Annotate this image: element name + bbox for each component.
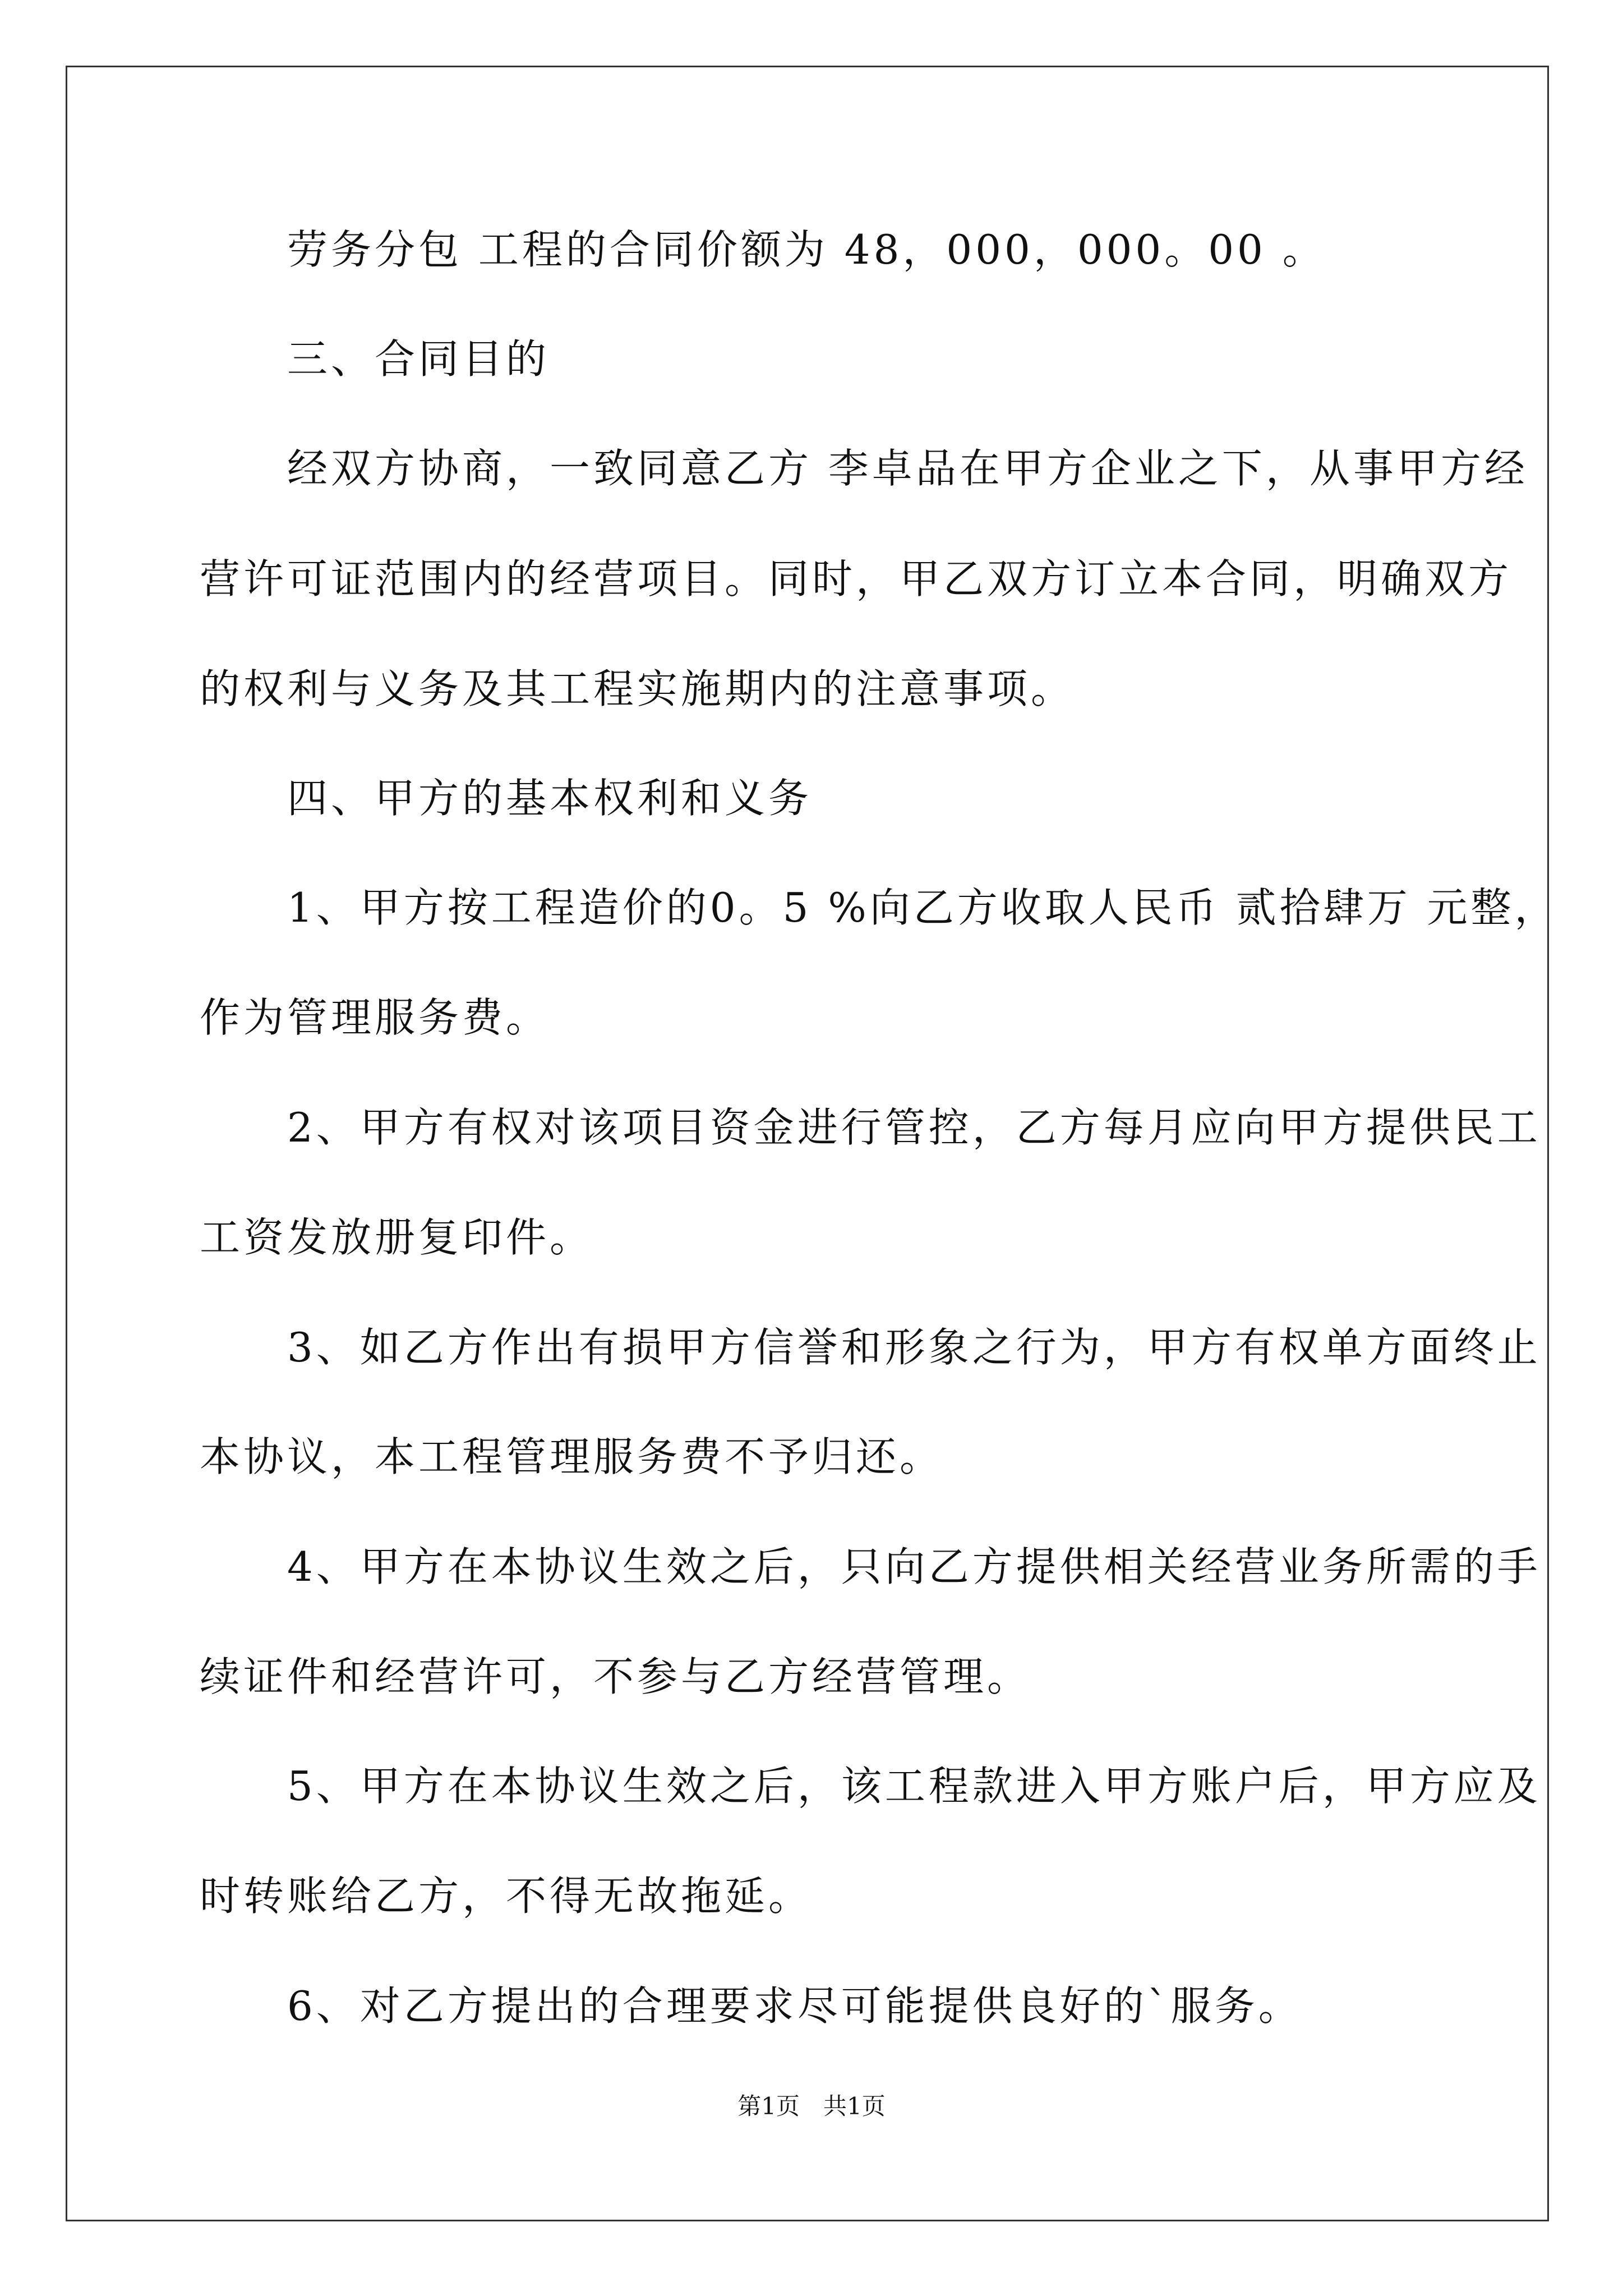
text-line: 工资发放册复印件。 [200,1214,594,1261]
section-heading: 四、甲方的基本权利和义务 [200,775,813,822]
text-line: 作为管理服务费。 [200,994,550,1041]
text-line: 营许可证范围内的经营项目。同时，甲乙双方订立本合同，明确双方 [200,555,1513,602]
page-footer: 第1页 共1页 [737,2092,886,2120]
text-line: 4、甲方在本协议生效之后，只向乙方提供相关经营业务所需的手 [200,1543,1541,1590]
text-line: 劳务分包 工程的合同价额为 48，000，000。00 。 [200,226,1326,273]
text-line: 6、对乙方提出的合理要求尽可能提供良好的`服务。 [200,1982,1302,2030]
text-line: 本协议，本工程管理服务费不予归还。 [200,1433,944,1480]
text-line: 2、甲方有权对该项目资金进行管控，乙方每月应向甲方提供民工 [200,1104,1541,1151]
text-line: 5、甲方在本协议生效之后，该工程款进入甲方账户后，甲方应及 [200,1763,1541,1810]
text-line: 续证件和经营许可，不参与乙方经营管理。 [200,1653,1031,1700]
text-line: 经双方协商，一致同意乙方 李卓品在甲方企业之下，从事甲方经 [200,445,1528,492]
text-line: 时转账给乙方，不得无故拖延。 [200,1872,813,1920]
text-line: 1、甲方按工程造价的0。5 %向乙方收取人民币 贰拾肆万 元整， [200,884,1559,931]
text-line: 的权利与义务及其工程实施期内的注意事项。 [200,665,1075,712]
section-heading: 三、合同目的 [200,335,550,383]
text-line: 3、如乙方作出有损甲方信誉和形象之行为，甲方有权单方面终止 [200,1324,1541,1371]
